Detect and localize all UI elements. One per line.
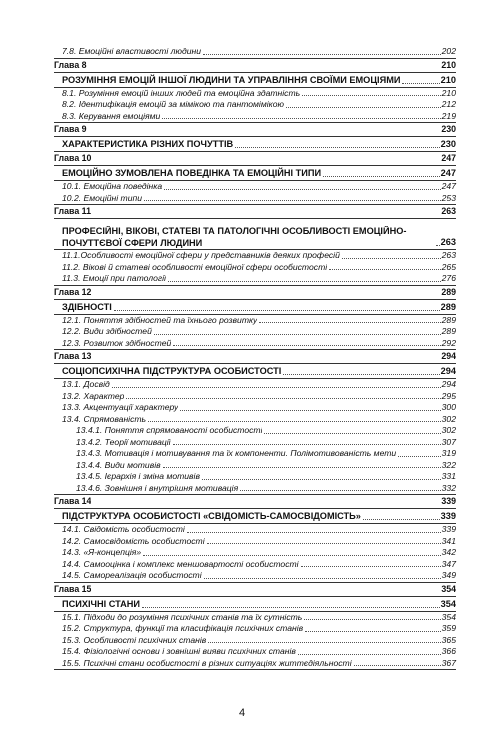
toc-leader (114, 309, 440, 311)
toc-title: 13.3. Акцентуації характеру (62, 402, 179, 412)
toc-page: 319 (441, 448, 456, 458)
toc-leader (363, 518, 440, 520)
toc-entry-row (54, 612, 456, 624)
toc-entry-row (54, 658, 456, 671)
toc-page: 339 (440, 511, 456, 521)
toc-section-row (54, 509, 456, 524)
toc-page: 332 (441, 482, 456, 493)
toc-title: 13.4.1. Поняття спрямованості особистості (76, 425, 263, 435)
toc-chapter-row (54, 59, 456, 73)
toc-entry-row (54, 250, 456, 262)
toc-entry-row (54, 635, 456, 647)
toc-leader (163, 466, 441, 468)
toc-leader (305, 630, 441, 632)
toc-page: 289 (441, 326, 456, 336)
toc-page: 230 (441, 124, 456, 134)
toc-section-row (54, 597, 456, 612)
toc-section-row (54, 219, 456, 250)
toc-leader (173, 344, 440, 346)
toc-title: 11.1.Особливості емоційної сфери у представників деяких професій (62, 250, 340, 260)
toc-title: Глава 11 (54, 206, 91, 216)
toc-leader (148, 420, 441, 422)
toc-leader (235, 146, 440, 148)
toc-page: 289 (441, 314, 456, 325)
toc-leader (283, 373, 439, 375)
toc-title: Глава 8 (54, 59, 87, 70)
toc-page: 339 (441, 524, 456, 534)
toc-entry-row (54, 181, 456, 193)
toc-page: 359 (441, 623, 456, 633)
toc-page: 263 (441, 206, 456, 216)
toc-title: 14.5. Самореалізація особистості (62, 570, 202, 580)
toc-leader (208, 641, 440, 643)
toc-page: 302 (441, 413, 456, 424)
toc-title: 15.5. Психічні стани особистості в різних ситуаціях життєдіяльності (62, 657, 352, 668)
toc-page: 265 (441, 261, 456, 272)
toc-page: 263 (441, 250, 456, 260)
toc-page: 354 (440, 598, 456, 609)
toc-entry-row (54, 273, 456, 286)
toc-entry-row (54, 414, 456, 426)
toc-leader (329, 268, 441, 270)
toc-chapter-row (54, 495, 456, 509)
toc-leader (398, 455, 440, 457)
toc-title: 15.1. Підходи до розуміння психічних станів та їх сутність (62, 611, 303, 622)
toc-leader (207, 542, 441, 544)
toc-title: 12.1. Поняття здібностей та їхнього розвитку (62, 314, 258, 325)
toc-page: 349 (441, 570, 456, 580)
toc-title: Глава 10 (54, 153, 92, 163)
toc-title: ЗДІБНОСТІ (62, 301, 112, 312)
toc-title: 8.1. Розуміння емоцій інших людей та емоційна здатність (62, 87, 301, 98)
toc-page: 300 (441, 402, 456, 412)
toc-title: 14.2. Самосвідомість особистості (62, 535, 205, 546)
toc-page: 354 (441, 583, 456, 594)
toc-section-row (54, 364, 456, 379)
toc-entry-row (54, 524, 456, 536)
toc-entry-row (54, 425, 456, 437)
toc-page: 302 (441, 425, 456, 435)
toc-page: 322 (441, 459, 456, 470)
toc-leader (202, 478, 441, 480)
toc-leader (126, 397, 440, 399)
toc-leader (144, 199, 441, 201)
toc-entry-row (54, 471, 456, 483)
toc-title: 7.8. Емоційні властивості людини (62, 46, 201, 56)
toc-title: 15.3. Особливості психічних станів (62, 634, 207, 645)
toc-leader (112, 386, 441, 388)
toc-page: 292 (441, 337, 456, 348)
toc-leader (302, 94, 441, 96)
toc-entry-row (54, 88, 456, 100)
toc-title: ПІДСТРУКТУРА ОСОБИСТОСТІ «СВІДОМІСТЬ-САМОСВІДОМІСТЬ» (62, 511, 361, 521)
toc-leader (304, 618, 440, 620)
toc-title: 10.1. Емоційна поведінка (62, 181, 163, 191)
toc-page: 212 (441, 99, 456, 109)
toc-page: 339 (441, 496, 456, 506)
toc-page: 307 (441, 436, 456, 447)
toc-leader (402, 82, 439, 84)
toc-title: Глава 13 (54, 351, 92, 361)
toc-leader (240, 489, 440, 491)
toc-page: 247 (440, 168, 456, 178)
toc-leader (354, 664, 441, 666)
toc-title: 13.4.3. Мотивація і мотивування та їх компоненти. Полімотивованість мети (76, 448, 397, 458)
toc-leader (154, 333, 441, 335)
toc-entry-row (54, 111, 456, 124)
toc-page: 210 (441, 59, 456, 70)
toc-title: РОЗУМІННЯ ЕМОЦІЙ ІНШОЇ ЛЮДИНИ ТА УПРАВЛІННЯ СВОЇМИ ЕМОЦІЯМИ (62, 74, 401, 85)
toc-page: 253 (441, 192, 456, 203)
toc-entry-row (54, 338, 456, 351)
toc-entry-row (54, 46, 456, 59)
toc-entry-row (54, 623, 456, 635)
toc-leader (203, 53, 441, 55)
toc-leader (143, 554, 440, 556)
toc-title: ПСИХІЧНІ СТАНИ (62, 598, 141, 609)
toc-title: 11.2. Вікові й статеві особливості емоційної сфери особистості (62, 261, 328, 272)
toc-page: 365 (441, 634, 456, 645)
toc-title: Глава 15 (54, 583, 92, 594)
toc-leader (164, 188, 441, 190)
toc-entry-row (54, 437, 456, 449)
toc-chapter-row (54, 583, 456, 597)
toc-title: 11.3. Емоції при патології (62, 273, 166, 283)
toc-section-row (54, 137, 456, 152)
toc-title: 15.4. Фізіологічні основи і зовнішні вияви психічних станів (62, 646, 296, 656)
toc-title: 8.3. Керування емоціями (62, 110, 161, 121)
toc-title: ХАРАКТЕРИСТИКА РІЗНИХ ПОЧУТТІВ (62, 139, 234, 149)
toc-entry-row (54, 460, 456, 472)
toc-page: 276 (441, 273, 456, 283)
toc-leader (168, 280, 441, 282)
toc-title: 13.4.6. Зовнішня і внутрішня мотивація (76, 482, 239, 493)
toc-entry-row (54, 391, 456, 403)
toc-leader (286, 106, 441, 108)
toc-leader (173, 443, 441, 445)
toc-page: 342 (441, 547, 456, 557)
toc-title: 13.4. Спрямованість (62, 413, 147, 424)
toc-page: 294 (441, 379, 456, 389)
toc-title: 13.4.5. Ієрархія і зміна мотивів (76, 471, 200, 481)
toc-page: 219 (441, 110, 456, 121)
toc-leader (298, 653, 441, 655)
toc-entry-row (54, 570, 456, 583)
toc-title: СОЦІОПСИХІЧНА ПІДСТРУКТУРА ОСОБИСТОСТІ (62, 366, 282, 376)
toc-entry-row (54, 315, 456, 327)
toc-title: 14.4. Самооцінка і комплекс меншовартості особистості (62, 558, 299, 569)
toc-title: 13.2. Характер (62, 390, 125, 401)
toc-chapter-row (54, 123, 456, 137)
toc-title: Глава 9 (54, 124, 87, 134)
toc-entry-row (54, 536, 456, 548)
toc-leader (323, 175, 440, 177)
toc-section-row (54, 300, 456, 315)
toc-page: 202 (441, 46, 456, 56)
toc-entry-row (54, 326, 456, 338)
toc-title: 12.3. Розвиток здібностей (62, 337, 172, 348)
toc-leader (142, 606, 440, 608)
toc-entry-row (54, 402, 456, 414)
toc-leader (259, 321, 440, 323)
toc-entry-row (54, 379, 456, 391)
toc-title: 8.2. Ідентифікація емоцій за мімікою та пантомімікою (62, 99, 284, 109)
toc-page: 366 (441, 646, 456, 656)
toc-page: 247 (441, 181, 456, 191)
toc-page: 210 (440, 74, 456, 85)
toc-title: 13.4.4. Види мотивів (76, 459, 161, 470)
toc-entry-row (54, 99, 456, 111)
toc-page: 247 (441, 153, 456, 163)
toc-page: 331 (441, 471, 456, 481)
toc-leader (342, 257, 441, 259)
table-of-contents (54, 46, 456, 670)
toc-leader (436, 244, 440, 246)
page-number: 4 (238, 707, 246, 719)
toc-chapter-row (54, 286, 456, 300)
toc-title: Глава 12 (54, 286, 92, 297)
toc-chapter-row (54, 205, 456, 219)
toc-page: 230 (440, 139, 456, 149)
toc-page: 289 (440, 301, 456, 312)
toc-title: ЕМОЦІЙНО ЗУМОВЛЕНА ПОВЕДІНКА ТА ЕМОЦІЙНІ ТИПИ (62, 168, 322, 178)
toc-page: 347 (441, 558, 456, 569)
toc-title: 14.1. Свідомість особистості (62, 524, 185, 534)
toc-title: 14.3. «Я-концепція» (62, 547, 142, 557)
toc-page: 263 (440, 237, 456, 247)
toc-page: 367 (441, 657, 456, 668)
toc-page: 294 (441, 351, 456, 361)
toc-chapter-row (54, 350, 456, 364)
toc-entry-row (54, 559, 456, 571)
toc-page: 354 (441, 611, 456, 622)
toc-page: 341 (441, 535, 456, 546)
toc-page: 210 (441, 87, 456, 98)
toc-leader (301, 565, 441, 567)
toc-entry-row (54, 547, 456, 559)
toc-leader (180, 409, 440, 411)
toc-title: 13.1. Досвід (62, 379, 110, 389)
toc-section-row (54, 73, 456, 88)
toc-section-row (54, 166, 456, 181)
toc-entry-row (54, 448, 456, 460)
toc-leader (264, 432, 440, 434)
toc-title: ПРОФЕСІЙНІ, ВІКОВІ, СТАТЕВІ ТА ПАТОЛОГІЧНІ ОСОБЛИВОСТІ ЕМОЦІЙНО-ПОЧУТТЄВОЇ СФЕРИ ЛЮДИНИ (62, 226, 407, 248)
toc-leader (162, 117, 440, 119)
toc-title: 15.2. Структура, функції та класифікація психічних станів (62, 623, 304, 633)
toc-leader (187, 531, 441, 533)
toc-leader (204, 577, 441, 579)
toc-chapter-row (54, 152, 456, 166)
toc-page: 289 (441, 286, 456, 297)
toc-entry-row (54, 193, 456, 206)
toc-title: 12.2. Види здібностей (62, 326, 152, 336)
toc-entry-row (54, 483, 456, 496)
toc-title: 13.4.2. Теорії мотивації (76, 436, 171, 447)
toc-title: 10.2. Емоційні типи (62, 192, 142, 203)
toc-page: 295 (441, 390, 456, 401)
toc-entry-row (54, 646, 456, 658)
toc-title: Глава 14 (54, 496, 92, 506)
toc-page: 294 (440, 366, 456, 376)
toc-entry-row (54, 262, 456, 274)
